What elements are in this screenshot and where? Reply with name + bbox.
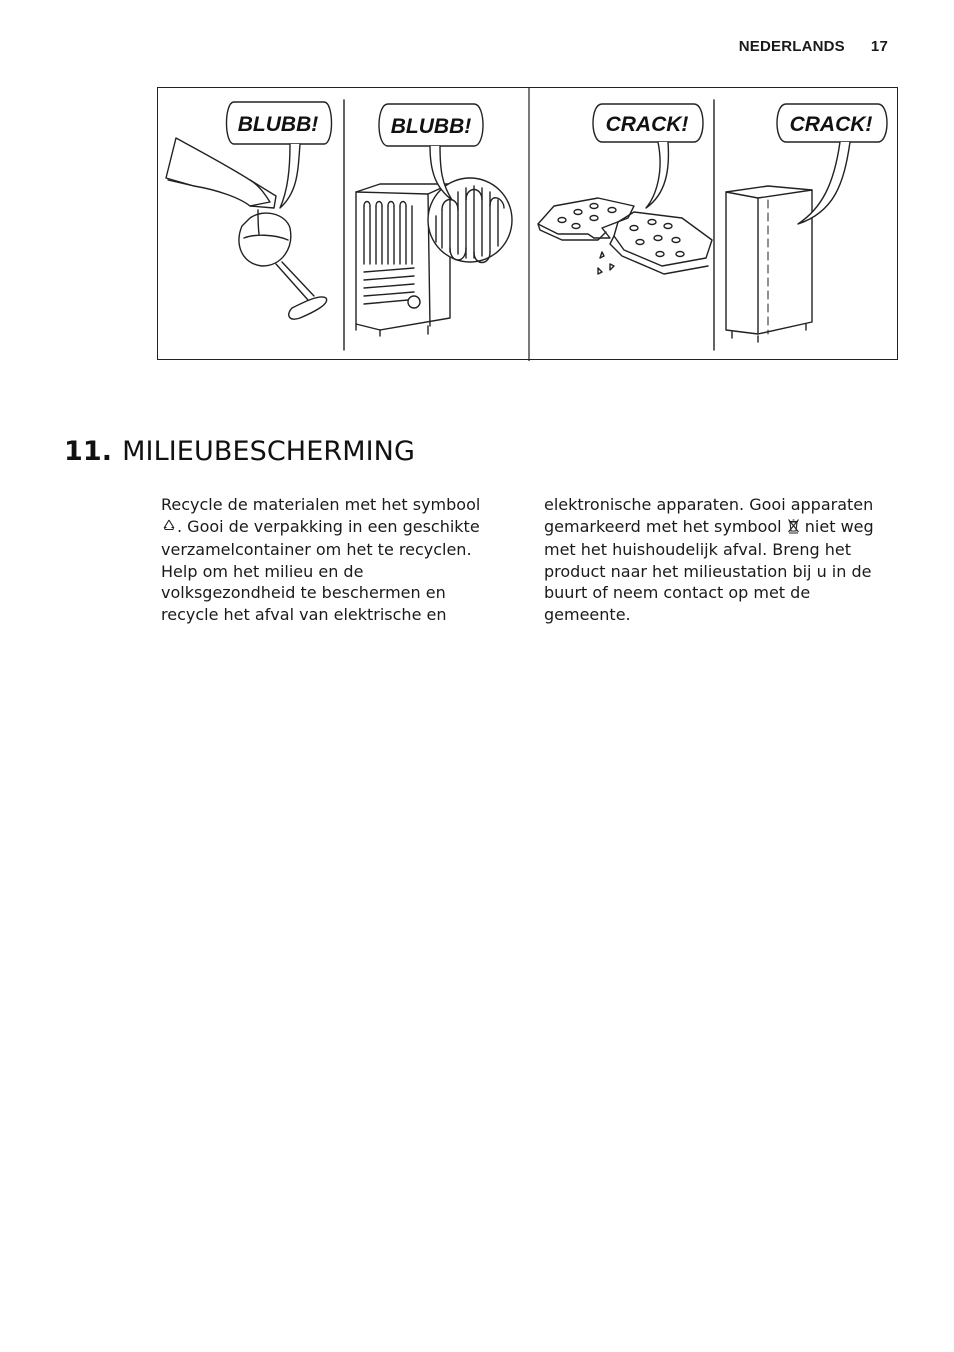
text-run: niet weg met het huishoudelijk afval. Breng het product naar het milieustation bij u in de buurt of neem contact op met de gemeente. <box>544 516 874 624</box>
wine-bottle-icon <box>166 138 276 208</box>
page-header <box>739 38 888 55</box>
paragraph-help: Help om het milieu en de volksgezondheid te beschermen en recycle het afval van elektrische en <box>161 561 447 624</box>
recycle-icon <box>161 518 177 540</box>
bubble-3 <box>593 104 703 208</box>
section-number: 11. <box>64 436 113 467</box>
bubble-1-text: BLUBB! <box>237 113 319 136</box>
text-run: elektronische apparaten. Gooi apparaten gemarkeerd met het symbool <box>544 495 874 536</box>
noise-illustration <box>157 87 898 360</box>
text-run: . Gooi de verpakking in een geschikte verzamelcontainer om het te recyclen. <box>161 516 480 559</box>
paragraph-disposal <box>544 494 874 625</box>
wine-glass-icon <box>239 213 327 319</box>
header-language: NEDERLANDS <box>738 38 845 55</box>
bubble-1 <box>227 102 332 208</box>
coil-magnifier-icon <box>428 178 512 263</box>
illustration-drawing <box>158 88 899 361</box>
ice-tray-icon <box>538 198 712 274</box>
bubble-3-text: CRACK! <box>605 113 689 136</box>
bubble-4 <box>777 104 887 224</box>
section-title-text: MILIEUBESCHERMING <box>122 436 416 467</box>
page-number: 17 <box>870 38 888 55</box>
crossed-bin-icon <box>787 518 800 540</box>
right-column <box>544 494 874 625</box>
bubble-2-text: BLUBB! <box>390 115 472 138</box>
bubble-4-text: CRACK! <box>789 113 873 136</box>
text-run: Recycle de materialen met het symbool <box>161 495 481 514</box>
fridge-side-icon <box>726 186 812 342</box>
section-title <box>64 436 415 467</box>
paragraph-recycle <box>161 494 491 561</box>
left-column <box>161 494 491 625</box>
